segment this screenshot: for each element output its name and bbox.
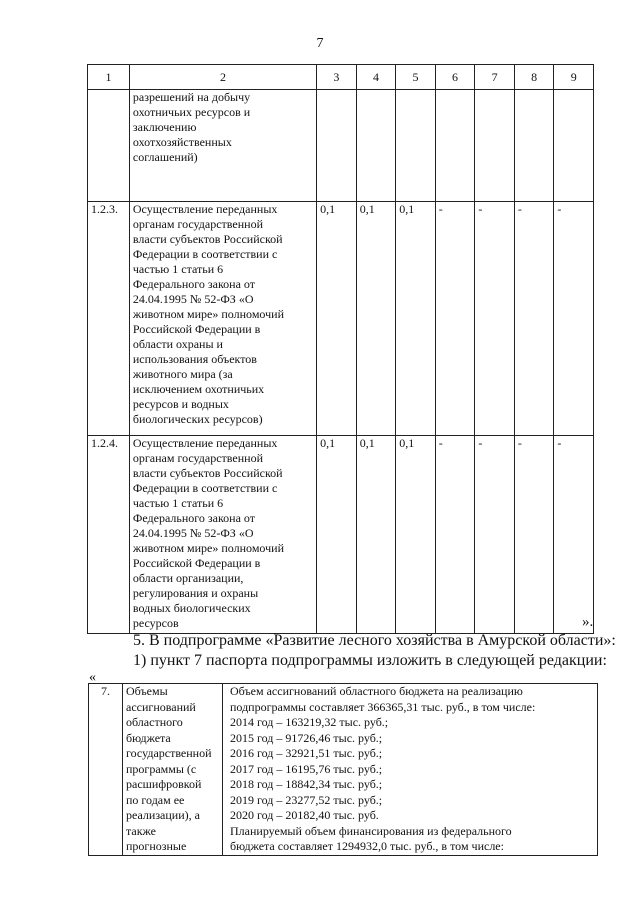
table-cell [514, 90, 554, 202]
table-cell [396, 90, 436, 202]
column-header: 9 [554, 65, 594, 90]
federal-funding-line: бюджета составляет 1294932,0 тыс. руб., в том числе: [230, 839, 504, 853]
row-name: разрешений на добычу охотничьих ресурсов и заключению охотхозяйственных соглашений) [129, 90, 316, 202]
funding-summary-line: подпрограммы составляет 366365,31 тыс. руб., в том числе: [230, 699, 536, 714]
row-number: 1.2.3. [88, 202, 130, 436]
table-cell: - [475, 202, 515, 436]
row-number: 1.2.4. [88, 436, 130, 634]
table-cell: - [514, 202, 554, 436]
table-cell [554, 90, 594, 202]
table-cell: 0,1 [317, 436, 357, 634]
table-cell: 0,1 [396, 202, 436, 436]
column-header: 6 [435, 65, 475, 90]
table-cell: - [435, 202, 475, 436]
opening-quote: « [89, 670, 96, 685]
table-row [88, 90, 594, 202]
funding-year-line: 2020 год – 20182,40 тыс. руб. [230, 808, 379, 822]
table-cell: - [435, 436, 475, 634]
table-header-row [88, 65, 594, 90]
passport-item-content [223, 684, 598, 856]
passport-table [88, 683, 598, 856]
table-row [89, 684, 598, 856]
column-header: 2 [129, 65, 316, 90]
column-header: 1 [88, 65, 130, 90]
funding-year-line: 2019 год – 23277,52 тыс. руб.; [230, 792, 383, 807]
funding-year-line: 2014 год – 163219,32 тыс. руб.; [230, 715, 389, 729]
row-name: Осуществление переданных органам государственной власти субъектов Российской Федерации в соответствии с частью 1 статьи 6 Федерального закона от 24.04.1995 № 52-ФЗ «О животном мире» полномочий Российской Федерации в области организации, регулирования и охраны водных биологических ресурсов [129, 436, 316, 634]
table-cell: - [514, 436, 554, 634]
table-cell: 0,1 [356, 436, 396, 634]
row-number [88, 90, 130, 202]
column-header: 7 [475, 65, 515, 90]
funding-year-line: 2017 год – 16195,76 тыс. руб.; [230, 761, 383, 776]
table-cell: - [475, 436, 515, 634]
table-cell: 0,1 [396, 436, 436, 634]
column-header: 4 [356, 65, 396, 90]
column-header: 5 [396, 65, 436, 90]
paragraph-passport-item: 1) пункт 7 паспорта подпрограммы изложить в следующей редакции: [133, 652, 607, 669]
table-row [88, 202, 594, 436]
funding-year-line: 2015 год – 91726,46 тыс. руб.; [230, 730, 383, 745]
paragraph-subprogram: 5. В подпрограмме «Развитие лесного хозяйства в Амурской области»: [133, 632, 616, 649]
passport-item-label: Объемы ассигнований областного бюджета государственной программы (с расшифровкой по годам ее реализации), а также прогнозные [123, 684, 223, 856]
table-cell: 0,1 [356, 202, 396, 436]
table-row [88, 436, 594, 634]
row-name: Осуществление переданных органам государственной власти субъектов Российской Федерации в соответствии с частью 1 статьи 6 Федерального закона от 24.04.1995 № 52-ФЗ «О животном мире» полномочий Российской Федерации в области охраны и использования объектов животного мира (за исключением охотничьих ресурсов и водных биологических ресурсов) [129, 202, 316, 436]
table-cell [317, 90, 357, 202]
page-number: 7 [316, 36, 324, 51]
passport-item-number: 7. [89, 684, 123, 856]
table-cell [356, 90, 396, 202]
column-header: 8 [514, 65, 554, 90]
federal-funding-line: Планируемый объем финансирования из федерального [230, 823, 512, 838]
funding-year-line: 2018 год – 18842,34 тыс. руб.; [230, 777, 383, 791]
table-cell: - [554, 202, 594, 436]
table-cell [475, 90, 515, 202]
column-header: 3 [317, 65, 357, 90]
closing-quote: ». [582, 614, 594, 630]
funding-table [87, 64, 594, 634]
table-cell: - [554, 436, 594, 634]
table-cell [435, 90, 475, 202]
funding-summary-line: Объем ассигнований областного бюджета на реализацию [230, 684, 523, 698]
funding-year-line: 2016 год – 32921,51 тыс. руб.; [230, 746, 383, 760]
table-cell: 0,1 [317, 202, 357, 436]
